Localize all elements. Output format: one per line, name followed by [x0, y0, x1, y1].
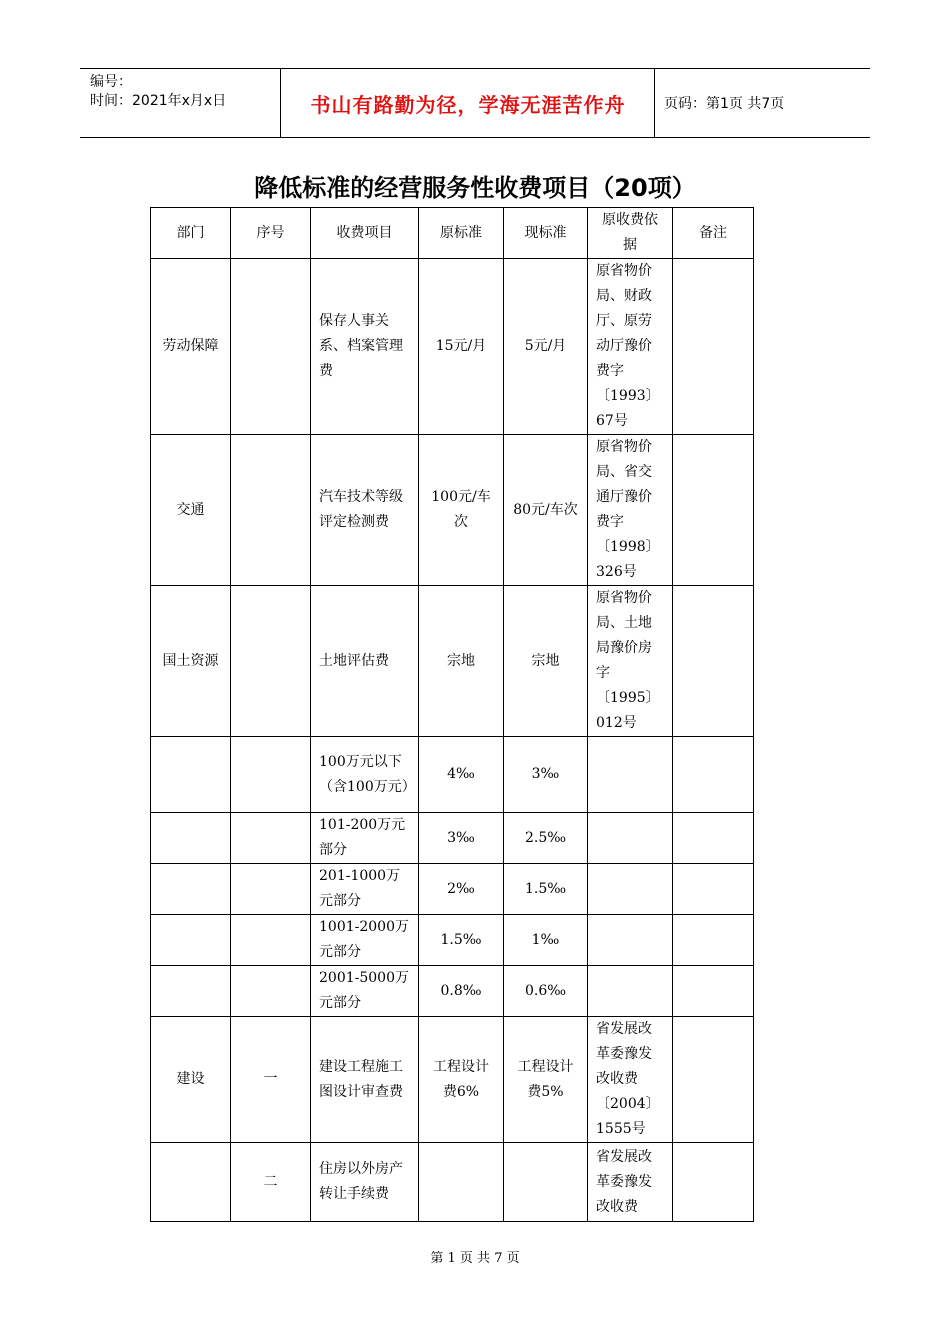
cell-department: 国土资源 [151, 586, 231, 737]
cell-remarks [673, 915, 754, 966]
header-cell-current-standard: 现标准 [504, 208, 588, 259]
header-motto: 书山有路勤为径，学海无涯苦作舟 [310, 92, 626, 117]
cell-item: 保存人事关系、档案管理费 [311, 259, 419, 435]
table-row [151, 915, 754, 966]
cell-number: 二 [231, 1143, 311, 1222]
cell-number [231, 915, 311, 966]
table-row [151, 1143, 754, 1222]
cell-basis [588, 813, 673, 864]
cell-basis: 省发展改革委豫发改收费〔2004〕1555号 [588, 1017, 673, 1143]
table-header-row [151, 208, 754, 259]
cell-item: 土地评估费 [311, 586, 419, 737]
table-row [151, 259, 754, 435]
cell-item: 汽车技术等级评定检测费 [311, 435, 419, 586]
page-footer: 第 1 页 共 7 页 [430, 1251, 520, 1266]
cell-item: 建设工程施工图设计审查费 [311, 1017, 419, 1143]
cell-item: 1001-2000万元部分 [311, 915, 419, 966]
cell-basis: 原省物价局、省交通厅豫价费字〔1998〕326号 [588, 435, 673, 586]
cell-current: 1.5‰ [504, 864, 588, 915]
page-header [80, 68, 870, 138]
cell-original: 2‰ [419, 864, 504, 915]
cell-current: 2.5‰ [504, 813, 588, 864]
cell-original: 3‰ [419, 813, 504, 864]
cell-original: 4‰ [419, 737, 504, 813]
cell-basis: 省发展改革委豫发改收费 [588, 1143, 673, 1222]
table-row [151, 813, 754, 864]
cell-remarks [673, 966, 754, 1017]
cell-item: 101-200万元部分 [311, 813, 419, 864]
table-row [151, 586, 754, 737]
table-row [151, 1017, 754, 1143]
table-row [151, 864, 754, 915]
cell-item: 住房以外房产转让手续费 [311, 1143, 419, 1222]
cell-item: 2001-5000万元部分 [311, 966, 419, 1017]
cell-department: 劳动保障 [151, 259, 231, 435]
cell-department [151, 1143, 231, 1222]
cell-remarks [673, 813, 754, 864]
cell-original [419, 1143, 504, 1222]
cell-number [231, 259, 311, 435]
cell-department [151, 864, 231, 915]
cell-current: 0.6‰ [504, 966, 588, 1017]
cell-number [231, 813, 311, 864]
cell-current [504, 1143, 588, 1222]
cell-current: 1‰ [504, 915, 588, 966]
cell-basis [588, 737, 673, 813]
cell-department [151, 737, 231, 813]
cell-original: 15元/月 [419, 259, 504, 435]
header-cell-original-standard: 原标准 [419, 208, 504, 259]
header-cell-basis: 原收费依据 [588, 208, 673, 259]
cell-number [231, 586, 311, 737]
cell-department [151, 966, 231, 1017]
table-row [151, 435, 754, 586]
cell-item: 201-1000万元部分 [311, 864, 419, 915]
cell-number: 一 [231, 1017, 311, 1143]
cell-item: 100万元以下（含100万元） [311, 737, 419, 813]
cell-current: 工程设计费5% [504, 1017, 588, 1143]
cell-remarks [673, 737, 754, 813]
header-cell-remarks: 备注 [673, 208, 754, 259]
cell-department: 交通 [151, 435, 231, 586]
cell-remarks [673, 1017, 754, 1143]
cell-department [151, 813, 231, 864]
fee-table [150, 207, 754, 1222]
cell-remarks [673, 435, 754, 586]
cell-current: 3‰ [504, 737, 588, 813]
header-divider [654, 69, 655, 137]
cell-department: 建设 [151, 1017, 231, 1143]
header-cell-number: 序号 [231, 208, 311, 259]
cell-original: 工程设计费6% [419, 1017, 504, 1143]
cell-number [231, 737, 311, 813]
cell-basis: 原省物价局、财政厅、原劳动厅豫价费字〔1993〕67号 [588, 259, 673, 435]
cell-original: 100元/车次 [419, 435, 504, 586]
cell-remarks [673, 259, 754, 435]
cell-remarks [673, 586, 754, 737]
header-page-info: 页码：第1页 共7页 [664, 96, 785, 112]
cell-basis: 原省物价局、土地局豫价房字〔1995〕012号 [588, 586, 673, 737]
cell-basis [588, 915, 673, 966]
header-cell-department: 部门 [151, 208, 231, 259]
cell-original: 1.5‰ [419, 915, 504, 966]
header-cell-item: 收费项目 [311, 208, 419, 259]
header-divider [280, 69, 281, 137]
code-label: 编号： [90, 74, 132, 90]
cell-original: 宗地 [419, 586, 504, 737]
cell-current: 宗地 [504, 586, 588, 737]
table-row [151, 737, 754, 813]
cell-basis [588, 966, 673, 1017]
cell-department [151, 915, 231, 966]
header-meta [90, 73, 226, 111]
cell-number [231, 435, 311, 586]
cell-current: 5元/月 [504, 259, 588, 435]
cell-basis [588, 864, 673, 915]
time-label: 时间：2021年x月x日 [90, 93, 227, 109]
document-title: 降低标准的经营服务性收费项目（20项） [254, 174, 696, 202]
cell-number [231, 864, 311, 915]
cell-number [231, 966, 311, 1017]
cell-remarks [673, 1143, 754, 1222]
cell-current: 80元/车次 [504, 435, 588, 586]
table-row [151, 966, 754, 1017]
cell-original: 0.8‰ [419, 966, 504, 1017]
cell-remarks [673, 864, 754, 915]
